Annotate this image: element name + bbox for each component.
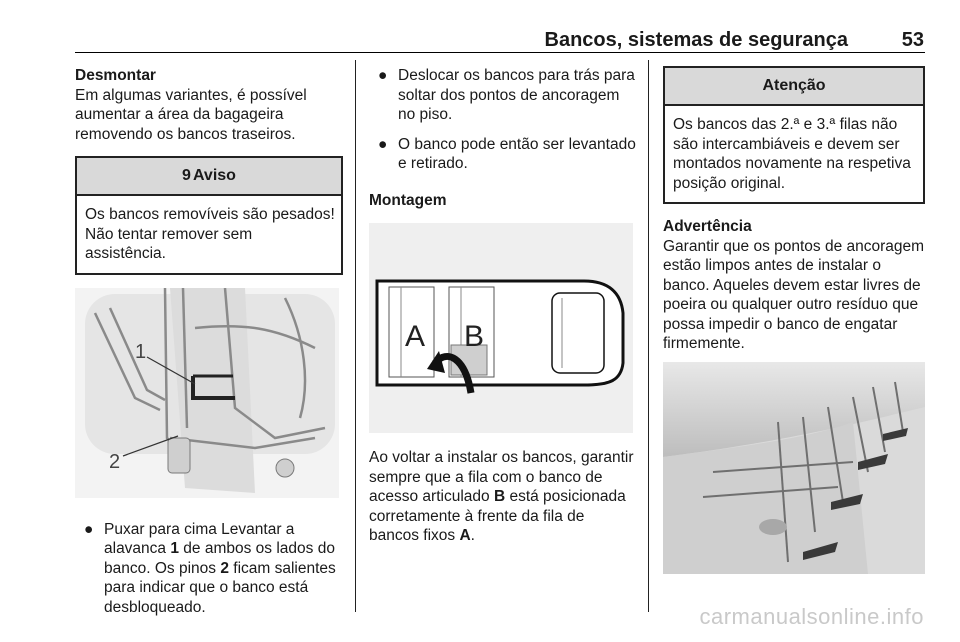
column-divider-2	[648, 60, 649, 612]
attention-header: Atenção	[665, 68, 923, 106]
column-1	[75, 66, 343, 617]
seat-layout-diagram	[369, 223, 633, 433]
seat-label-a: A	[405, 320, 426, 353]
seat-label-b: B	[464, 320, 485, 353]
page-header-title: Bancos, sistemas de segurança	[544, 29, 848, 51]
seat-anchor-photo	[663, 362, 925, 574]
section-heading-advertencia: Advertência	[663, 218, 752, 235]
section-heading-montagem: Montagem	[369, 191, 447, 209]
seat-lever-drawing	[75, 288, 339, 498]
column-2	[369, 66, 637, 546]
attention-body: Os bancos das 2.ª e 3.ª filas não são intercambiáveis e devem ser montados novamente na respetiva posição original.	[673, 116, 911, 192]
installation-paragraph: Ao voltar a instalar os bancos, garantir sempre que a fila com o banco de acesso articulado B está posicionada corretamente à frente da fila de bancos fixos A.	[369, 449, 634, 544]
page-number: 53	[901, 29, 924, 51]
advertencia-paragraph: Garantir que os pontos de ancoragem estão limpos antes de instalar o banco. Aqueles devem estar livres de poeira ou qualquer outro resíduo que possa impedir o banco de engatar firmemente.	[663, 237, 925, 352]
callout-label-2: 2	[109, 450, 121, 473]
warning-triangle-icon: 9	[182, 167, 191, 184]
column-3	[663, 66, 925, 574]
callout-label-1: 1	[135, 340, 147, 363]
warning-header	[77, 158, 341, 196]
header-rule	[75, 52, 925, 53]
bullet-item: ● Puxar para cima Levantar a alavanca 1 de ambos os lados do banco. Os pinos 2 ficam salientes para indicar que o banco está desbloqueado.	[84, 520, 336, 616]
bullet-item: ● Deslocar os bancos para trás para soltar dos pontos de ancoragem no piso.	[378, 67, 635, 123]
column-divider-1	[355, 60, 356, 612]
intro-paragraph: Em algumas variantes, é possível aumentar a área da bagageira removendo os bancos traseiros.	[75, 86, 307, 143]
seat-layout-drawing	[369, 223, 633, 433]
attention-box	[663, 66, 925, 204]
warning-box	[75, 156, 343, 275]
warning-title: Aviso	[192, 167, 236, 184]
warning-body: Os bancos removíveis são pesados! Não tentar remover sem assistência.	[85, 206, 335, 262]
section-heading-desmontar: Desmontar	[75, 67, 156, 84]
watermark: carmanualsonline.info	[699, 604, 924, 629]
seat-lever-illustration	[75, 288, 339, 498]
bullet-item: ● O banco pode então ser levantado e retirado.	[378, 135, 636, 172]
seat-anchor-drawing	[663, 362, 925, 574]
